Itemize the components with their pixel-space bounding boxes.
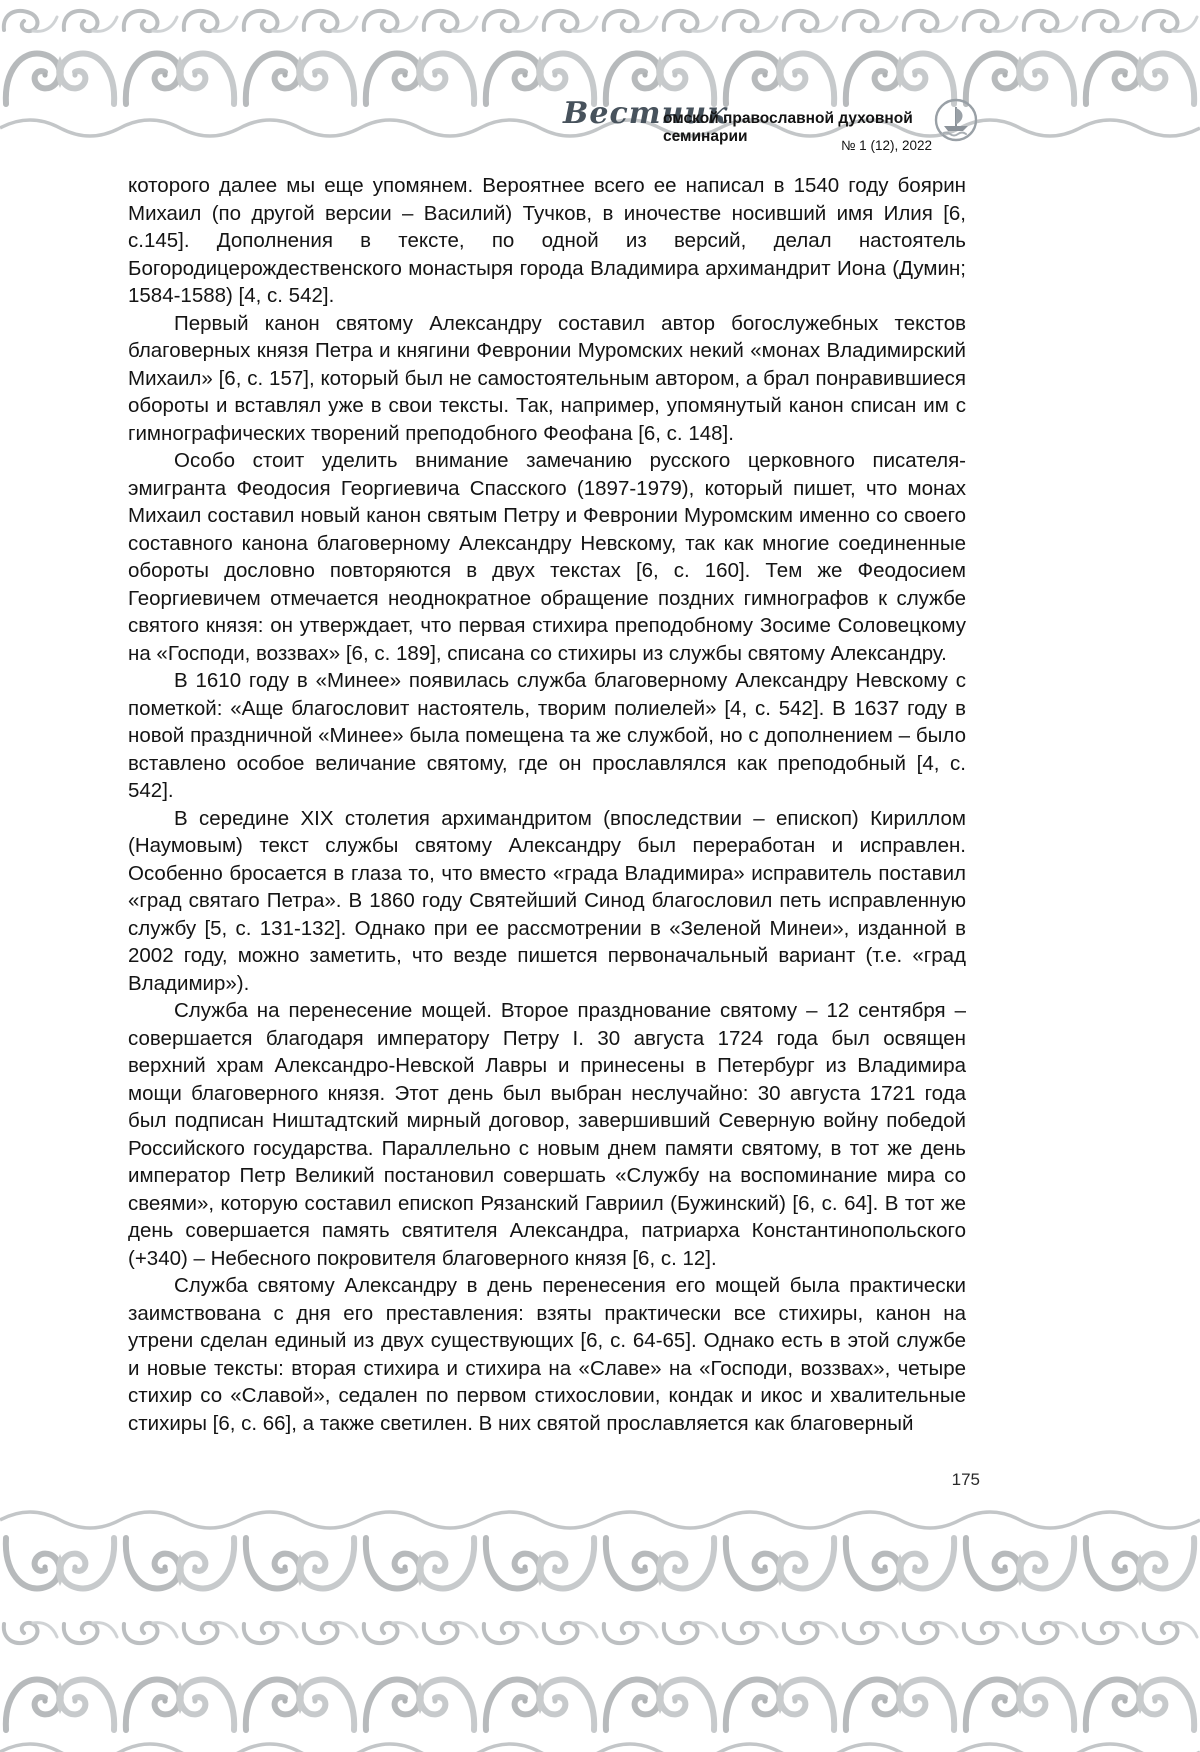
article-text (128, 172, 966, 1437)
page-number: 175 (951, 1470, 980, 1489)
journal-header (0, 0, 1200, 170)
body-paragraph: которого далее мы еще упомянем. Вероятнее всего ее написал в 1540 году боярин Михаил (по другой версии – Василий) Тучков, в иночестве носивший имя Илия [6, с.145]. Дополнения в тексте, по одной из версий, делал настоятель Богородицерождественского монастыря города Владимира архимандрит Иона (Думин; 1584-1588) [4, с. 542]. (128, 174, 966, 307)
body-paragraph: Служба на перенесение мощей. Второе празднование святому – 12 сентября – совершается благодаря императору Петру I. 30 августа 1724 года был освящен верхний храм Александро-Невской Лавры и принесены в Петербург из Владимира мощи благоверного князя. Этот день был выбран неслучайно: 30 августа 1721 года был подписан Ништадтский мирный договор, завершивший Северную войну победой Российского государства. Параллельно с новым днем памяти святому, в тот же день император Петр Великий постановил совершать «Службу на воспоминание мира со свеями», которую составил епископ Рязанский Гавриил (Бужинский) [6, с. 64]. В тот же день совершается память святителя Александра, патриарха Константинопольского (+340) – Небесного покровителя благоверного князя [6, с. 12]. (128, 999, 966, 1270)
body-paragraph: Первый канон святому Александру составил автор богослужебных текстов благоверных князя Петра и княгини Февронии Муромских некий «монах Владимирский Михаил» [6, с. 157], который был не самостоятельным автором, а брал понравившиеся обороты и вставлял уже в свои тексты. Так, например, упомянутый канон списан им с гимнографических творений преподобного Феофана [6, с. 148]. (128, 311, 966, 445)
bottom-ornament-border (0, 1502, 1200, 1752)
ship-logo-icon (933, 97, 979, 143)
body-paragraph: В середине XIX столетия архимандритом (впоследствии – епископ) Кириллом (Наумовым) текст службы святому Александру был переработан и исправлен. Особенно бросается в глаза то, что вместо «града Владимира» исправитель поставил «град святаго Петра». В 1860 году Святейший Синод благословил петь исправленную службу [5, с. 131-132]. Однако при ее рассмотрении в «Зеленой Минеи», изданной в 2002 году, можно заметить, что везде пишется первоначальный вариант (т.е. «град Владимир»). (128, 806, 966, 995)
journal-subtitle: омской православной духовной семинарии (663, 110, 913, 145)
body-paragraph: Особо стоит уделить внимание замечанию русского церковного писателя-эмигранта Феодосия Георгиевича Спасского (1897-1979), который пишет, что монах Михаил составил новый канон святым Петру и Февронии Муромским именно со своего составного канона благоверному Александру Невскому, так как многие соединенные обороты дословно повторяются в двух текстах [6, с. 160]. Тем же Феодосием Георгиевичем отмечается неоднократное обращение поздних гимнографов к службе святого князя: он утверждает, что первая стихира преподобному Зосиме Соловецкому на «Господи, воззвах» [6, с. 189], списана со стихиры из службы святому Александру. (128, 449, 966, 665)
issue-number: № 1 (12), 2022 (840, 138, 932, 153)
journal-logo: Вестник (563, 96, 729, 131)
body-paragraph: В 1610 году в «Минее» появилась служба благоверному Александру Невскому с пометкой: «Аще благословит настоятель, творим полиелей» [4, с. 542]. В 1637 году в новой праздничной «Минее» была помещена та же службой, но с дополнением – было вставлено особое величание святому, где он прославлялся как преподобный [4, с. 542]. (128, 669, 966, 802)
body-paragraph: Служба святому Александру в день перенесения его мощей была практически заимствована с дня его преставления: взяты практически все стихиры, канон на утрени сделан единый из двух существующих [6, с. 64-65]. Однако есть в этой службе и новые тексты: вторая стихира и стихира на «Славе» на «Господи, воззвах», четыре стихир со «Славой», седален по первом стихословии, кондак и икос и хвалительные стихиры [6, с. 66], а также светилен. В них святой прославляется как благоверный (128, 1274, 966, 1435)
